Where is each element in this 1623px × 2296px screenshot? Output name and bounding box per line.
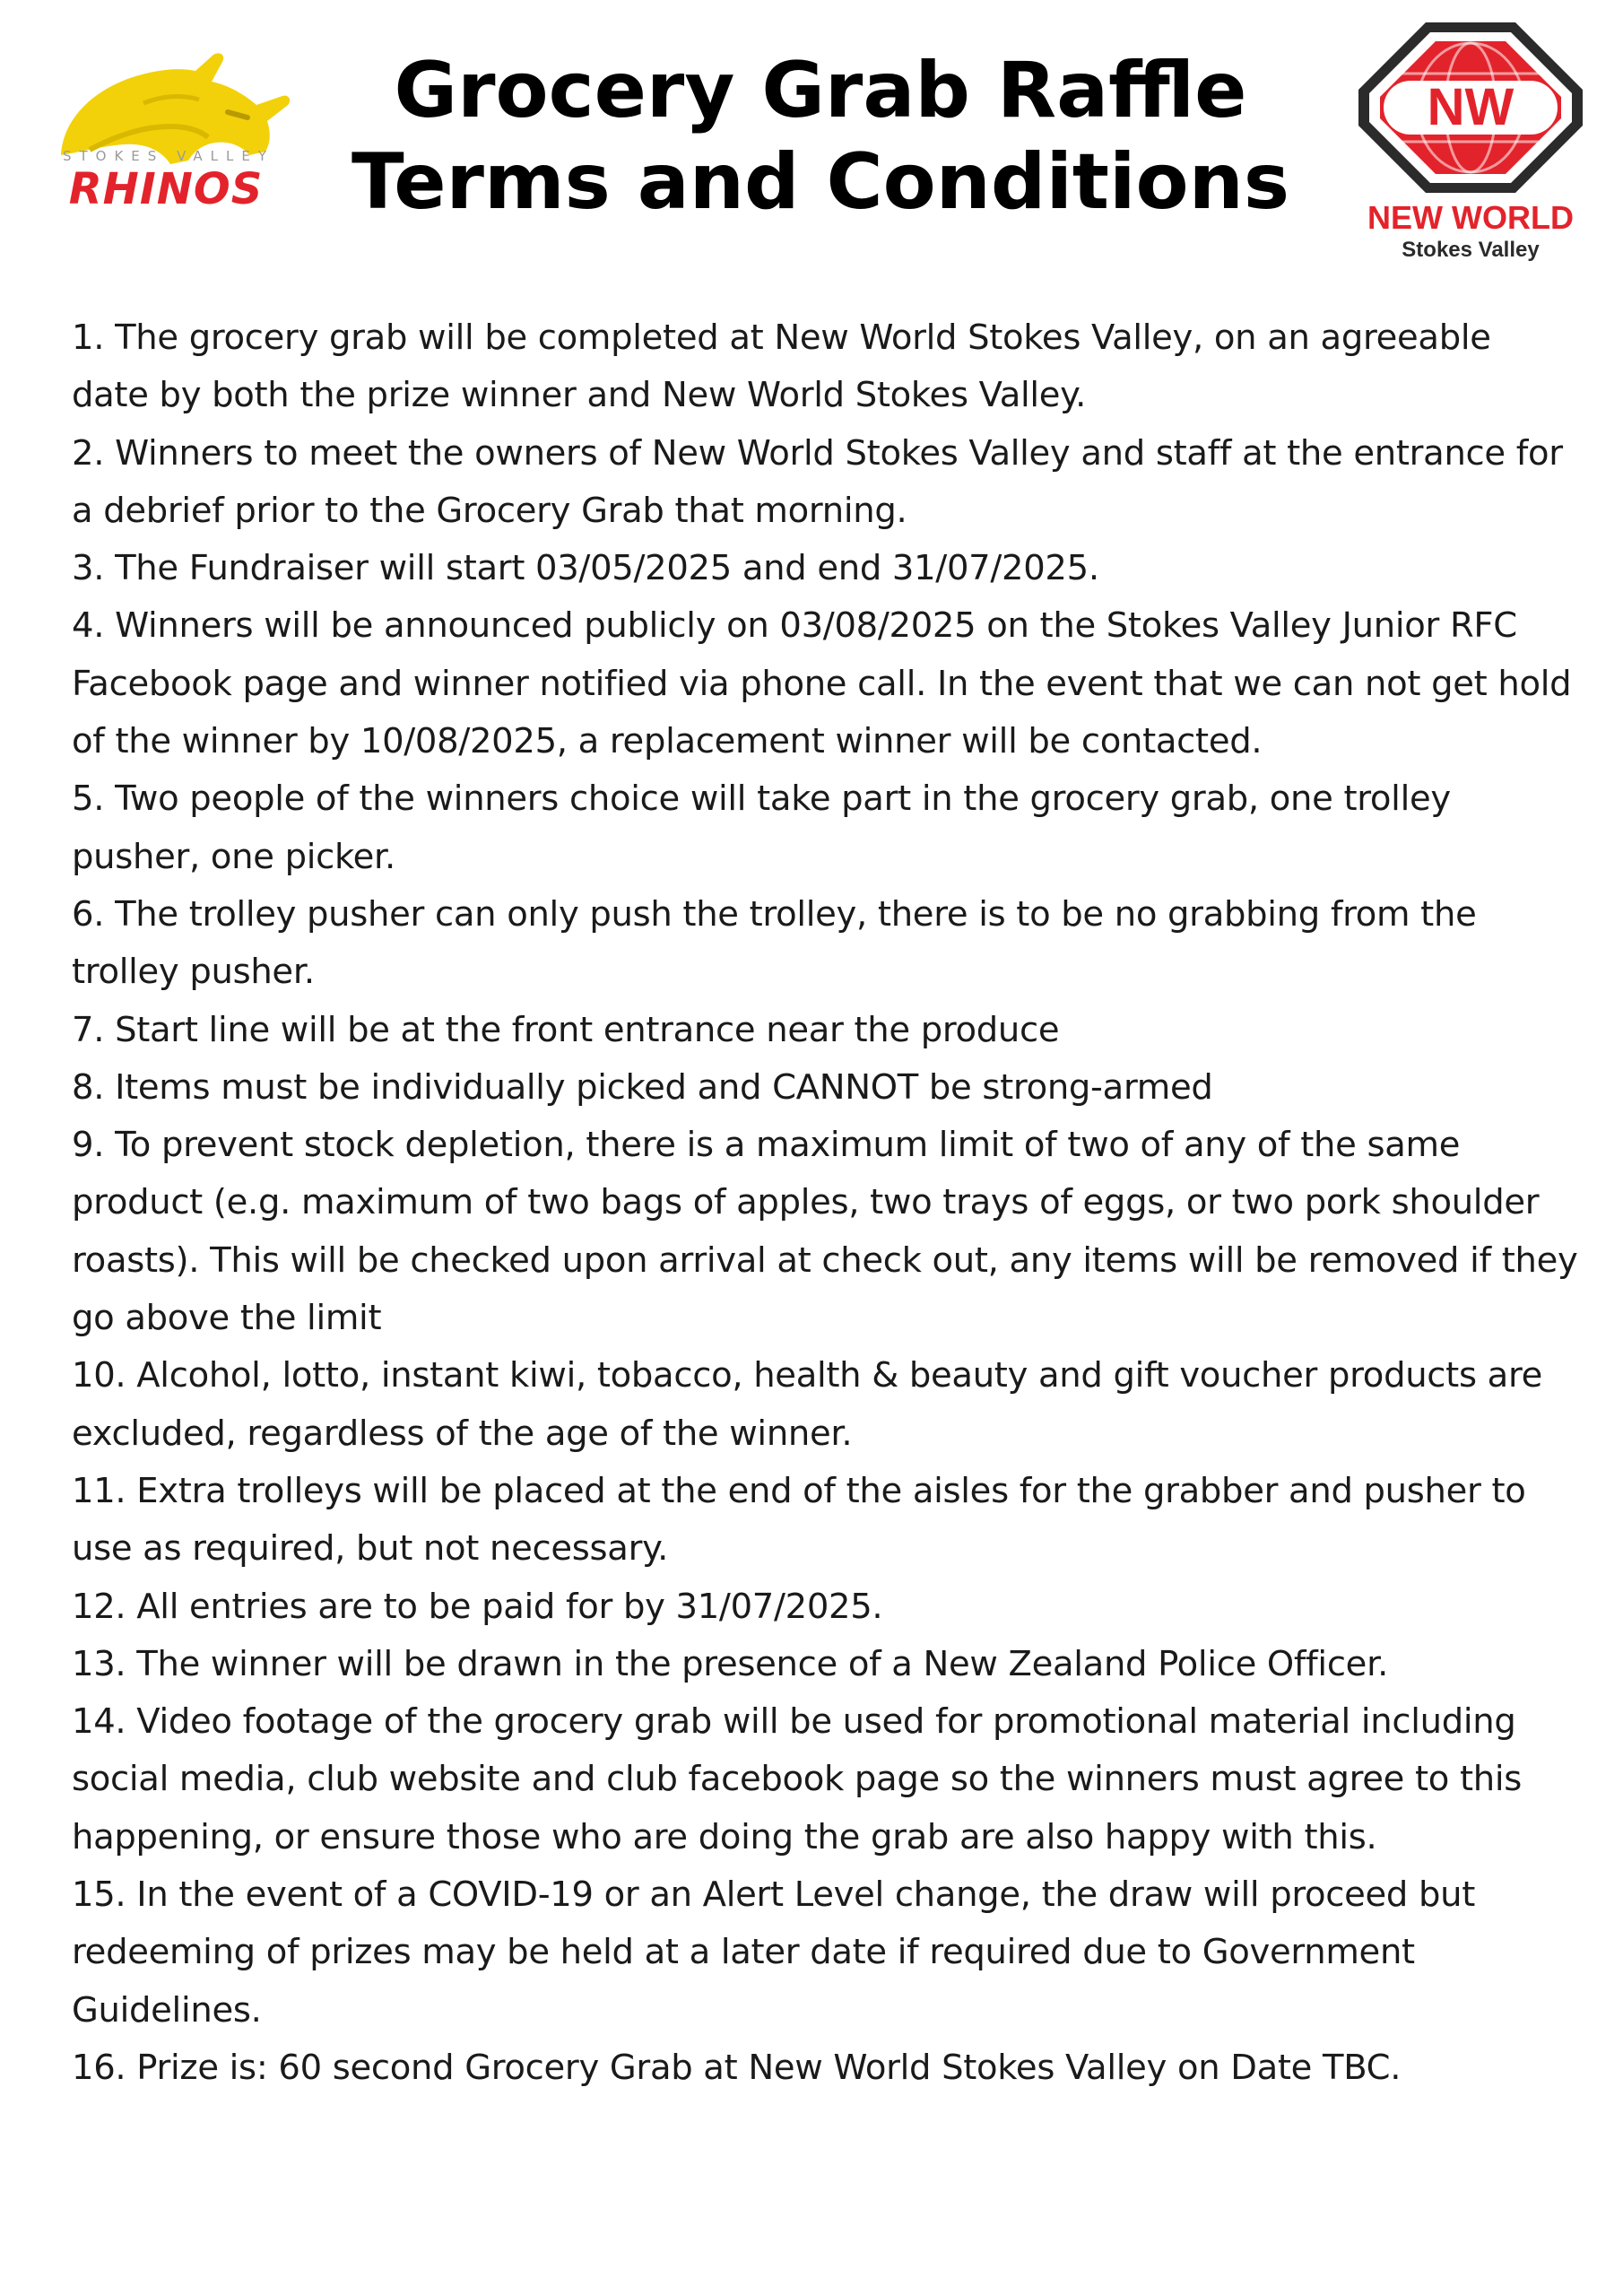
- term-item: 9. To prevent stock depletion, there is a maximum limit of two of any of the same product (e.g. maximum of two bags of apples, two trays of eggs, or two pork shoulder roasts). This will be checked upon arrival at check out, any items will be removed if they go above the limit: [72, 1125, 1578, 1339]
- term-item: 5. Two people of the winners choice will take part in the grocery grab, one trolley pusher, one picker.: [72, 778, 1451, 877]
- term-item: 1. The grocery grab will be completed at New World Stokes Valley, on an agreeable date by both the prize winner and New World Stokes Valley.: [72, 317, 1491, 416]
- nw-sub-text: Stokes Valley: [1402, 238, 1540, 262]
- page-header: [0, 0, 1623, 269]
- term-item: 13. The winner will be drawn in the presence of a New Zealand Police Officer.: [72, 1643, 1389, 1684]
- term-item: 14. Video footage of the grocery grab will be used for promotional material including social media, club website and club facebook page so the winners must agree to this happening, or ensure those who are doing the grab are also happy with this.: [72, 1701, 1523, 1857]
- term-item: 15. In the event of a COVID-19 or an Alert Level change, the draw will proceed but redeeming of prizes may be held at a later date if required due to Government Guidelines.: [72, 1874, 1476, 2031]
- term-item: 6. The trolley pusher can only push the trolley, there is to be no grabbing from the trolley pusher.: [72, 893, 1477, 993]
- title-line-2: Terms and Conditions: [351, 137, 1290, 227]
- term-item: 12. All entries are to be paid for by 31/07/2025.: [72, 1586, 883, 1627]
- rhinos-logo: [36, 49, 296, 220]
- nw-badge-text: NW: [1427, 78, 1515, 136]
- term-item: 16. Prize is: 60 second Grocery Grab at New World Stokes Valley on Date TBC.: [72, 2047, 1402, 2088]
- term-item: 3. The Fundraiser will start 03/05/2025 and end 31/07/2025.: [72, 548, 1099, 589]
- rhinos-brand-text: RHINOS: [68, 164, 264, 214]
- title-line-1: Grocery Grab Raffle: [394, 46, 1247, 135]
- page-title: [323, 45, 1318, 228]
- term-item: 7. Start line will be at the front entrance near the produce: [72, 1009, 1060, 1050]
- term-item: 10. Alcohol, lotto, instant kiwi, tobacco, health & beauty and gift voucher products are excluded, regardless of the age of the winner.: [72, 1355, 1543, 1454]
- term-item: 4. Winners will be announced publicly on 03/08/2025 on the Stokes Valley Junior RFC Facebook page and winner notified via phone call. In the event that we can not get hold of the winner by 10/08/2025, a replacement winner will be contacted.: [72, 605, 1572, 762]
- rhinos-small-text: STOKES VALLEY: [62, 148, 274, 164]
- term-item: 8. Items must be individually picked and CANNOT be strong-armed: [72, 1066, 1213, 1108]
- term-item: 11. Extra trolleys will be placed at the end of the aisles for the grabber and pusher to use as required, but not necessary.: [72, 1470, 1526, 1570]
- terms-list: [72, 309, 1578, 2097]
- nw-brand-text: NEW WORLD: [1367, 199, 1574, 236]
- new-world-logo: [1350, 18, 1592, 274]
- term-item: 2. Winners to meet the owners of New World Stokes Valley and staff at the entrance for a debrief prior to the Grocery Grab that morning.: [72, 432, 1563, 531]
